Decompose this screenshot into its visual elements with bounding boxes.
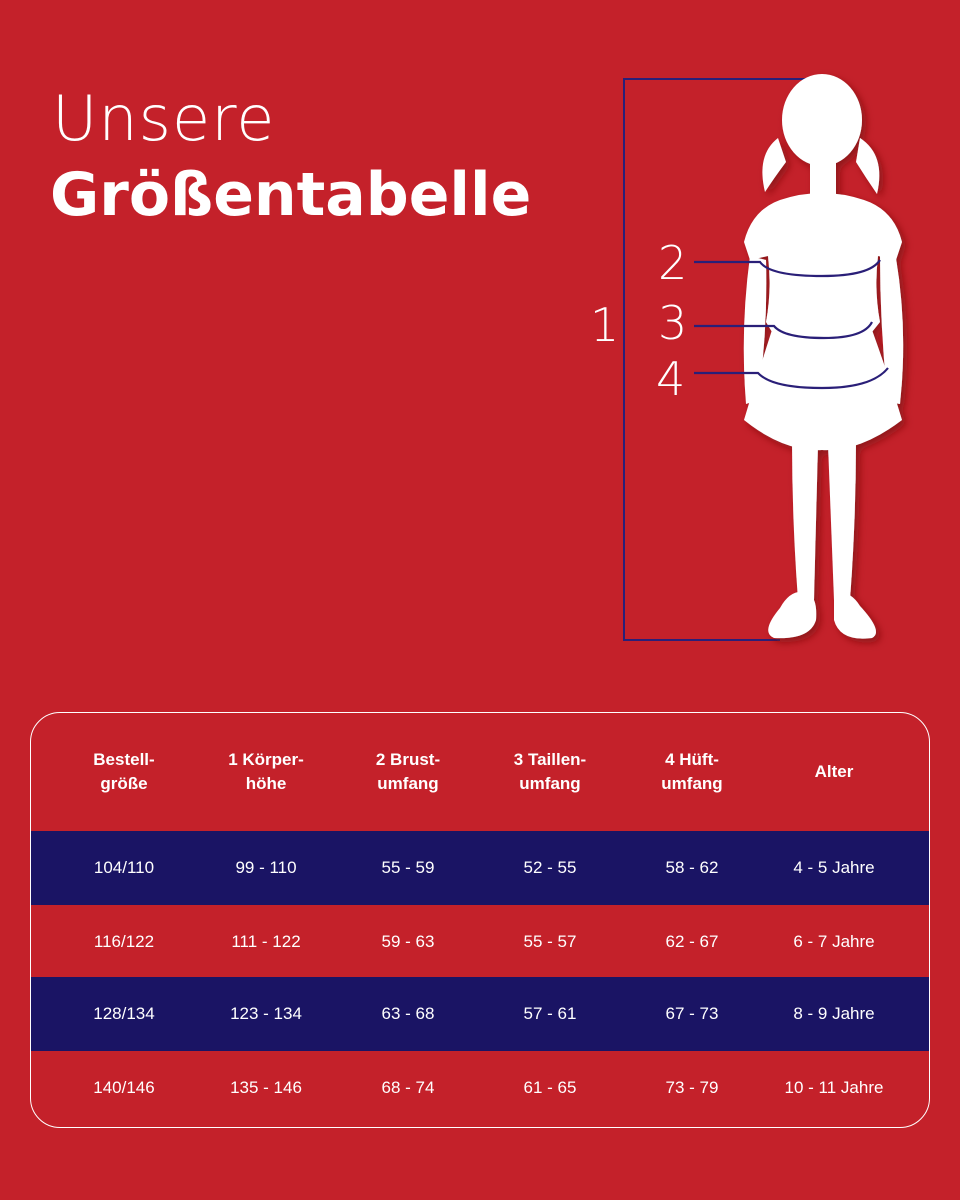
header-chest: 2 Brust- umfang	[375, 750, 441, 793]
cell-order-size: 140/146	[93, 1078, 155, 1097]
girl-silhouette-icon	[560, 60, 940, 660]
cell-hip: 67 - 73	[665, 1004, 719, 1023]
cell-hip: 73 - 79	[665, 1078, 719, 1097]
marker-waist: 3	[658, 296, 688, 350]
size-table	[30, 712, 930, 1128]
cell-body-height: 111 - 122	[231, 932, 301, 951]
child-silhouette-figure	[560, 60, 940, 660]
cell-body-height: 99 - 110	[235, 858, 297, 877]
cell-waist: 57 - 61	[523, 1004, 577, 1023]
cell-order-size: 104/110	[93, 858, 155, 877]
header-hip: 4 Hüft- umfang	[661, 750, 723, 793]
marker-height: 1	[590, 298, 620, 352]
table-row	[31, 905, 929, 979]
cell-age: 6 - 7 Jahre	[793, 932, 875, 951]
cell-waist: 55 - 57	[523, 932, 577, 951]
cell-chest: 68 - 74	[381, 1078, 435, 1097]
cell-waist: 52 - 55	[523, 858, 577, 877]
table-row	[31, 831, 929, 905]
cell-hip: 58 - 62	[665, 858, 719, 877]
header-body-height: 1 Körper- höhe	[228, 750, 304, 793]
cell-age: 10 - 11 Jahre	[784, 1078, 884, 1097]
cell-order-size: 128/134	[93, 1004, 155, 1023]
table-row	[31, 1051, 929, 1125]
table-header	[31, 713, 929, 831]
title-line-2: Größentabelle	[50, 160, 532, 230]
cell-chest: 63 - 68	[381, 1004, 435, 1023]
cell-waist: 61 - 65	[523, 1078, 577, 1097]
cell-age: 8 - 9 Jahre	[793, 1004, 875, 1023]
header-waist: 3 Taillen- umfang	[513, 750, 587, 793]
cell-body-height: 135 - 146	[230, 1078, 302, 1097]
header-age: Alter	[814, 762, 854, 781]
marker-chest: 2	[658, 236, 688, 290]
cell-chest: 59 - 63	[381, 932, 435, 951]
cell-order-size: 116/122	[93, 932, 155, 951]
cell-age: 4 - 5 Jahre	[793, 858, 875, 877]
cell-chest: 55 - 59	[381, 858, 435, 877]
table-row	[31, 977, 929, 1051]
marker-hip: 4	[656, 352, 686, 406]
cell-body-height: 123 - 134	[230, 1004, 302, 1023]
title-line-1: Unsere	[52, 82, 276, 155]
cell-hip: 62 - 67	[665, 932, 719, 951]
header-order-size: Bestell- größe	[93, 750, 155, 793]
